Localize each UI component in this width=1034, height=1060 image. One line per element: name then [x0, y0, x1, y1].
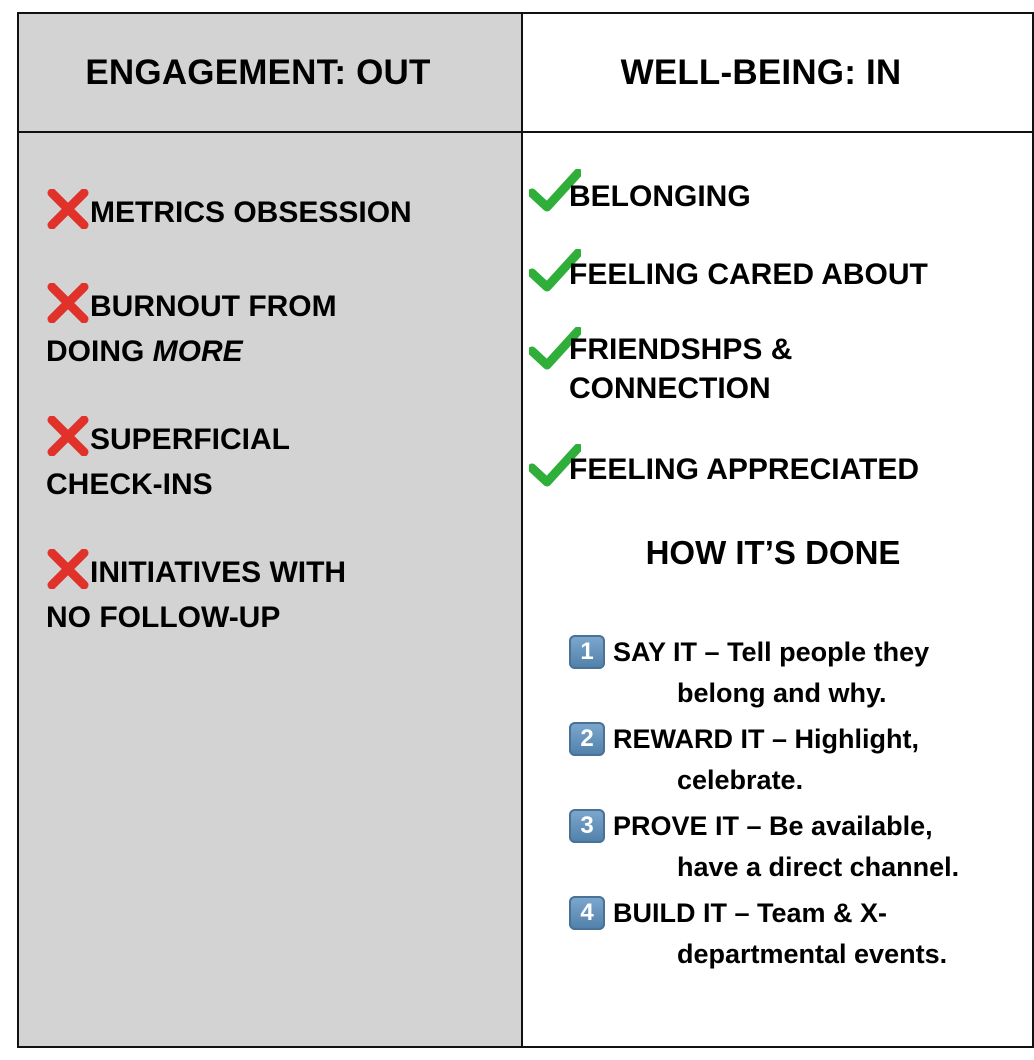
column-divider: [521, 14, 523, 1046]
out-item-emphasis: MORE: [152, 335, 243, 368]
step-text-line2: departmental events.: [677, 939, 948, 969]
out-item-text: SUPERFICIAL: [90, 423, 291, 456]
out-item-text: METRICS OBSESSION: [90, 196, 412, 229]
out-item-initiatives: [46, 549, 506, 640]
in-item-belonging: BELONGING: [569, 180, 751, 213]
in-item-text: FRIENDSHPS &: [569, 333, 793, 366]
how-its-done-heading: HOW IT’S DONE: [645, 534, 901, 571]
out-item-burnout: [46, 283, 506, 374]
cross-mark-icon: [46, 283, 90, 323]
keycap-3-icon: 3: [569, 809, 605, 843]
out-item-text: INITIATIVES WITH: [90, 556, 347, 589]
in-item-friendships: [569, 330, 792, 408]
cross-mark-icon: [46, 416, 90, 456]
keycap-1-icon: 1: [569, 635, 605, 669]
in-item-appreciated: FEELING APPRECIATED: [569, 453, 920, 486]
out-item-metrics: [46, 189, 506, 235]
step-text-line2: celebrate.: [677, 765, 804, 795]
cross-mark-icon: [46, 189, 90, 229]
keycap-4-icon: 4: [569, 896, 605, 930]
header-divider: [19, 131, 1032, 133]
right-column-header: WELL-BEING: IN: [620, 52, 902, 92]
cross-mark-icon: [46, 549, 90, 589]
in-item-text-line2: CONNECTION: [569, 372, 771, 405]
out-item-text-line2: DOING: [46, 335, 153, 368]
left-column-background: [19, 14, 521, 1046]
step-text-line2: have a direct channel.: [677, 852, 960, 882]
left-column-header: ENGAGEMENT: OUT: [85, 52, 431, 92]
step-text: BUILD IT – Team & X-: [613, 898, 888, 928]
step-prove-it: [569, 806, 959, 888]
step-text: PROVE IT – Be available,: [613, 811, 933, 841]
step-say-it: [569, 632, 929, 714]
out-item-text-line2: NO FOLLOW-UP: [46, 601, 281, 634]
step-reward-it: [569, 719, 919, 801]
step-text: REWARD IT – Highlight,: [613, 724, 919, 754]
out-item-superficial: [46, 416, 506, 507]
in-item-cared-about: FEELING CARED ABOUT: [569, 258, 928, 291]
comparison-table: [17, 12, 1034, 1048]
out-item-text: BURNOUT FROM: [90, 290, 337, 323]
step-build-it: [569, 893, 947, 975]
step-text: SAY IT – Tell people they: [613, 637, 930, 667]
step-text-line2: belong and why.: [677, 678, 887, 708]
out-item-text-line2: CHECK-INS: [46, 468, 213, 501]
keycap-2-icon: 2: [569, 722, 605, 756]
